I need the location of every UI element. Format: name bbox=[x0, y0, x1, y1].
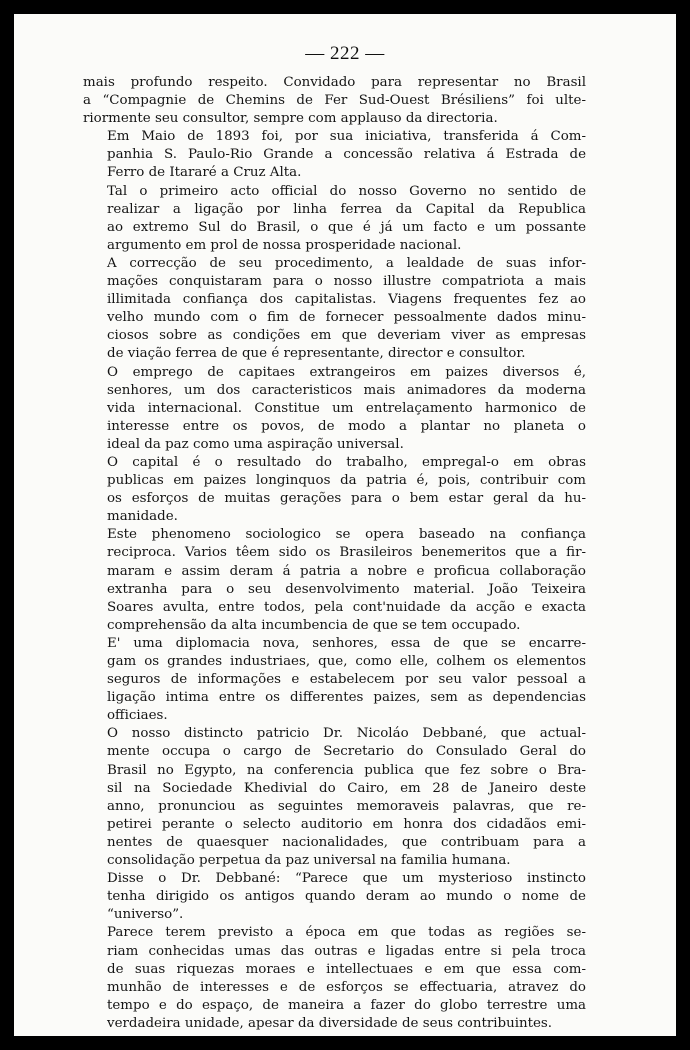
text-line: Disse o Dr. Debbané: “Parece que um mysterioso instincto bbox=[107, 871, 586, 887]
book-page bbox=[14, 14, 676, 1036]
text-line: O emprego de capitaes extrangeiros em paizes diversos é, bbox=[107, 364, 586, 380]
text-line: comprehensão da alta incumbencia de que se tem occupado. bbox=[107, 617, 521, 633]
text-line: tenha dirigido os antigos quando deram ao mundo o nome de bbox=[107, 889, 586, 905]
text-line: realizar a ligação por linha ferrea da Capital da Republica bbox=[107, 201, 586, 217]
text-line: extranha para o seu desenvolvimento material. João Teixeira bbox=[107, 581, 586, 597]
text-line: interesse entre os povos, de modo a plantar no planeta o bbox=[107, 418, 586, 434]
paragraph bbox=[83, 635, 586, 725]
text-line: tempo e do espaço, de maneira a fazer do globo terrestre uma bbox=[107, 997, 586, 1013]
text-line: munhão de interesses e de esforços se effectuaria, atravez do bbox=[107, 979, 586, 995]
text-line: os esforços de muitas gerações para o bem estar geral da hu- bbox=[107, 491, 586, 507]
paragraph bbox=[83, 74, 586, 128]
text-line: anno, pronunciou as seguintes memoraveis palavras, que re- bbox=[107, 798, 586, 814]
page-number: — 222 — bbox=[305, 43, 385, 64]
text-line: seguros de informações e estabelecem por seu valor pessoal a bbox=[107, 672, 586, 688]
text-line: ciosos sobre as condições em que deveriam viver as empresas bbox=[107, 328, 586, 344]
paragraph bbox=[83, 725, 586, 870]
text-line: de viação ferrea de que é representante, director e consultor. bbox=[107, 346, 526, 362]
text-line: velho mundo com o fim de fornecer pessoalmente dados minu- bbox=[107, 310, 586, 326]
text-line: mente occupa o cargo de Secretario do Consulado Geral do bbox=[107, 744, 586, 760]
text-line: O nosso distincto patricio Dr. Nicoláo Debbané, que actual- bbox=[107, 726, 586, 742]
text-line: Soares avulta, entre todos, pela cont'nuidade da acção e exacta bbox=[107, 599, 586, 615]
text-line: mais profundo respeito. Convidado para representar no Brasil bbox=[83, 75, 586, 90]
text-line: A correcção de seu procedimento, a lealdade de suas infor- bbox=[107, 255, 586, 271]
paragraph bbox=[83, 870, 586, 924]
paragraph bbox=[83, 454, 586, 526]
text-line: nentes de quaesquer nacionalidades, que contribuam para a bbox=[107, 834, 586, 850]
paragraph bbox=[83, 364, 586, 454]
text-line: senhores, um dos caracteristicos mais animadores da moderna bbox=[107, 382, 586, 398]
text-line: mações conquistaram para o nosso illustre compatriota a mais bbox=[107, 274, 586, 290]
text-line: ligação intima entre os differentes paizes, sem as dependencias bbox=[107, 690, 586, 706]
text-line: riormente seu consultor, sempre com applauso da directoria. bbox=[83, 111, 498, 127]
text-line: petirei perante o selecto auditorio em honra dos cidadãos emi- bbox=[107, 816, 586, 832]
text-line: a “Compagnie de Chemins de Fer Sud-Ouest Brésiliens” foi ulte- bbox=[83, 93, 586, 109]
text-line: ideal da paz como uma aspiração universal. bbox=[107, 436, 404, 452]
text-line: panhia S. Paulo-Rio Grande a concessão relativa á Estrada de bbox=[107, 147, 586, 163]
text-line: maram e assim deram á patria a nobre e proficua collaboração bbox=[107, 563, 586, 579]
text-line: Este phenomeno sociologico se opera baseado na confiança bbox=[107, 527, 586, 543]
paragraph bbox=[83, 183, 586, 255]
paragraph bbox=[83, 526, 586, 635]
text-line: reciproca. Varios têem sido os Brasileiros benemeritos que a fir- bbox=[107, 545, 586, 561]
text-line: consolidação perpetua da paz universal na familia humana. bbox=[107, 853, 511, 869]
text-line: argumento em prol de nossa prosperidade nacional. bbox=[107, 237, 462, 253]
paragraph bbox=[83, 128, 586, 182]
text-line: publicas em paizes longinquos da patria é, pois, contribuir com bbox=[107, 473, 586, 489]
text-line: ao extremo Sul do Brasil, o que é já um facto e um possante bbox=[107, 219, 586, 235]
text-line: gam os grandes industriaes, que, como elle, colhem os elementos bbox=[107, 654, 586, 669]
paragraph bbox=[83, 255, 586, 364]
text-line: Em Maio de 1893 foi, por sua iniciativa, transferida á Com- bbox=[107, 129, 586, 145]
text-line: Ferro de Itararé a Cruz Alta. bbox=[107, 165, 302, 181]
text-line: officiaes. bbox=[107, 708, 168, 724]
text-line: Brasil no Egypto, na conferencia publica que fez sobre o Bra- bbox=[107, 762, 586, 778]
text-line: sil na Sociedade Khedivial do Cairo, em 28 de Janeiro deste bbox=[107, 780, 586, 796]
text-line: “universo”. bbox=[107, 907, 184, 923]
text-line: E' uma diplomacia nova, senhores, essa de que se encarre- bbox=[107, 635, 586, 651]
paragraph bbox=[83, 924, 586, 1033]
text-line: manidade. bbox=[107, 509, 178, 525]
text-line: riam conhecidas umas das outras e ligadas entre si pela troca bbox=[107, 943, 586, 959]
text-line: Parece terem previsto a época em que todas as regiões se- bbox=[107, 925, 586, 941]
text-line: de suas riquezas moraes e intellectuaes e em que essa com- bbox=[107, 961, 586, 977]
body-text bbox=[83, 74, 586, 1033]
text-line: Tal o primeiro acto official do nosso Governo no sentido de bbox=[107, 183, 586, 199]
text-line: vida internacional. Constitue um entrelaçamento harmonico de bbox=[107, 400, 586, 416]
text-line: O capital é o resultado do trabalho, empregal-o em obras bbox=[107, 454, 586, 470]
text-line: verdadeira unidade, apesar da diversidade de seus contribuintes. bbox=[107, 1015, 553, 1031]
text-line: illimitada confiança dos capitalistas. Viagens frequentes fez ao bbox=[107, 292, 586, 308]
